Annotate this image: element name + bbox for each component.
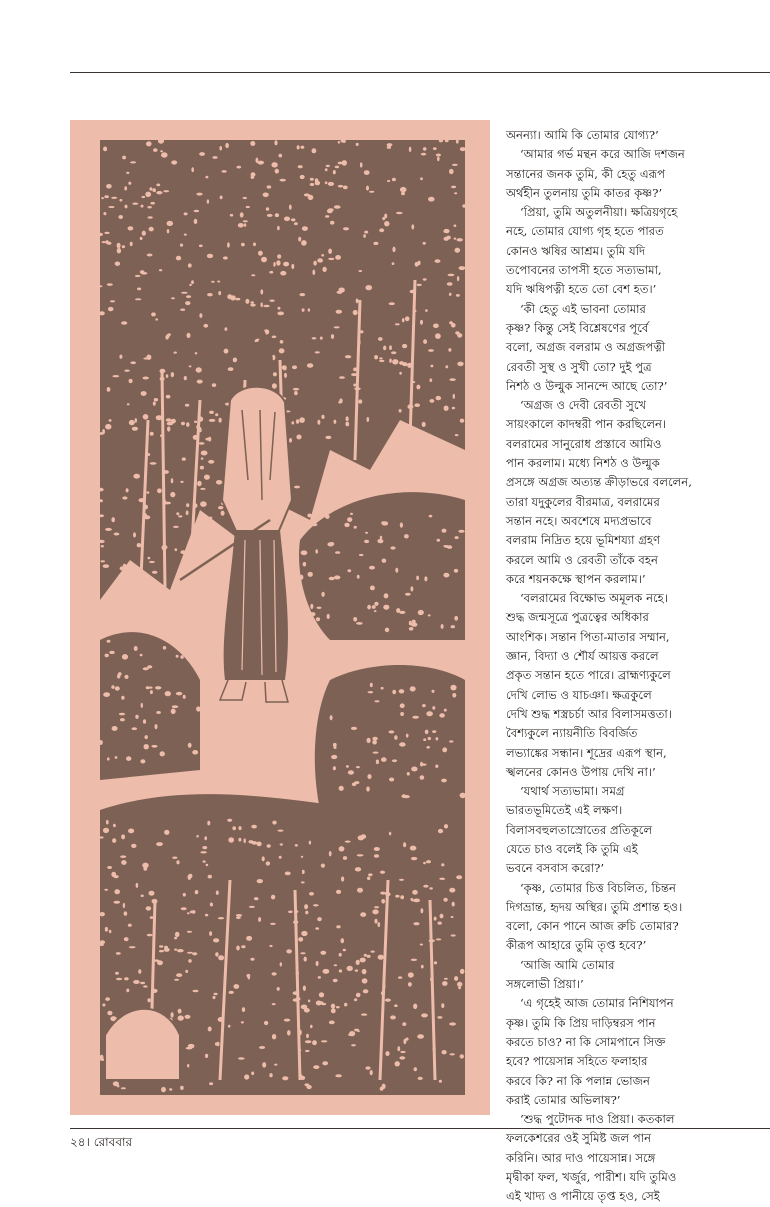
text-line: হবে? পায়েসান্ন সহিতে ফলাহার [506, 1054, 648, 1069]
text-line: সঙ্গলোভী প্রিয়া।’ [506, 977, 584, 992]
bottom-rule [70, 1128, 770, 1129]
text-line: করলে আমি ও রেবতী তাঁকে বহন [506, 552, 658, 567]
text-line: সায়ংকালে কাদম্বরী পান করছিলেন। [506, 417, 667, 432]
text-line: বলো, অগ্রজ বলরাম ও অগ্রজপত্নী [506, 340, 666, 355]
text-line: ‘বলরামের বিক্ষোভ অমূলক নহে। [520, 591, 668, 606]
text-line: যেতে চাও বলেই কি তুমি এই [506, 841, 638, 856]
text-line: ‘কৃষ্ণ, তোমার চিত্ত বিচলিত, চিন্তন [520, 880, 676, 895]
woodcut-illustration [70, 120, 490, 1115]
text-line: সন্তান নহে। অবশেষে মদ্যপ্রভাবে [506, 513, 652, 528]
text-line: দিগভ্রান্ত, হৃদয় অস্থির। তুমি প্রশান্ত হও। [506, 899, 683, 914]
text-line: বলরামের সানুরোধ প্রস্তাবে আমিও [506, 436, 662, 451]
text-line: প্রকৃত সন্তান হতে পারে। ব্রাহ্মণ্যকুলে [506, 668, 671, 683]
text-line: দেখি শুদ্ধ শস্ত্রচর্চা আর বিলাসমত্ততা। [506, 706, 672, 721]
body-text-column [506, 126, 768, 1204]
text-line: বলো, কোন পানে আজ রুচি তোমার? [506, 919, 679, 934]
text-line: জ্ঞান, বিদ্যা ও শৌর্য আয়ত্ত করলে [506, 649, 659, 664]
text-line: কীরূপ আহারে তুমি তৃপ্ত হবে?’ [506, 938, 647, 953]
text-line: সন্তানের জনক তুমি, কী হেতু এরূপ [506, 166, 665, 181]
text-line: লভ্যাঙ্কের সন্ধান। শূদ্রের এরূপ স্থান, [506, 745, 667, 760]
text-line: নিশঠ ও উল্মুক সানন্দে আছে তো?’ [506, 378, 668, 393]
text-line: ‘এ গৃহেই আজ তোমার নিশিযাপন [520, 996, 674, 1011]
text-line: করতে চাও? না কি সোমপানে সিক্ত [506, 1034, 666, 1049]
text-line: ‘প্রিয়া, তুমি অতুলনীয়া। ক্ষত্রিয়গৃহে [520, 205, 678, 220]
text-line: কৃষ্ণ? কিন্তু সেই বিশ্লেষণের পূর্বে [506, 320, 649, 335]
text-line: প্রসঙ্গে অগ্রজ অত্যন্ত ক্রীড়াভরে বললেন, [506, 475, 692, 490]
text-line: দেখি লোভ ও যাচঞা। ক্ষত্রকুলে [506, 687, 652, 702]
page-footer: ২৪। রোববার [70, 1135, 133, 1149]
text-line: অনন্যা। আমি কি তোমার যোগ্য?’ [506, 128, 659, 142]
text-line: ‘অগ্রজ ও দেবী রেবতী সুখে [520, 398, 647, 413]
woodcut-artwork-svg [70, 120, 490, 1115]
text-line: রেবতী সুস্থ ও সুখী তো? দুই পুত্র [506, 359, 652, 374]
text-line: করাই তোমার অভিলাষ?’ [506, 1092, 621, 1107]
text-line: বিলাসবহুলতাস্রোতের প্রতিকূলে [506, 822, 653, 837]
text-line: এই খাদ্য ও পানীয়ে তৃপ্ত হও, সেই [506, 1189, 660, 1204]
text-line: আংশিক। সন্তান পিতা-মাতার সম্মান, [506, 629, 670, 644]
top-rule [70, 72, 770, 73]
text-line: করে শয়নকক্ষে স্থাপন করলাম।’ [506, 571, 646, 586]
text-line: করিনি। আর দাও পায়েসান্ন। সঙ্গে [506, 1150, 656, 1165]
text-line: মৃদ্বীকা ফল, খর্জুর, পারীশ। যদি তুমিও [506, 1170, 677, 1185]
text-line: স্খলনের কোনও উপায় দেখি না।’ [506, 764, 656, 779]
text-line: ফলকেশরের ওই সুমিষ্ট জল পান [506, 1131, 651, 1146]
text-line: ‘শুদ্ধ পুটোদক দাও প্রিয়া। কতকাল [520, 1112, 675, 1127]
text-line: ‘আজি আমি তোমার [520, 957, 615, 972]
text-line: শুদ্ধ জন্মসূত্রে পুত্রত্বের অধিকার [506, 610, 649, 625]
text-line: ‘যথার্থ সত্যভামা। সমগ্র [520, 784, 625, 799]
text-line: পান করলাম। মধ্যে নিশঠ ও উল্মুক [506, 456, 660, 471]
text-line: ‘আমার গর্ভ মন্থন করে আজি দশজন [520, 147, 685, 162]
text-line: করবে কি? না কি পলান্ন ভোজন [506, 1073, 650, 1088]
text-line: তপোবনের তাপসী হতে সত্যভামা, [506, 263, 662, 278]
text-line: কৃষ্ণ। তুমি কি প্রিয় দাড়িম্বরস পান [506, 1015, 656, 1030]
text-line: ভারতভূমিতেই এই লক্ষণ। [506, 803, 623, 818]
text-line: যদি ঋষিপত্নী হতে তো বেশ হত।’ [506, 282, 657, 297]
text-line: তারা যদুকুলের বীরমাত্র, বলরামের [506, 494, 660, 509]
text-line: বৈশ্যকুলে ন্যায়নীতি বিবর্জিত [506, 726, 638, 741]
text-line: অর্থহীন তুলনায় তুমি কাতর কৃষ্ণ?’ [506, 185, 663, 200]
text-line: ভবনে বসবাস করো?’ [506, 861, 605, 876]
text-line: ‘কী হেতু এই ভাবনা তোমার [520, 301, 646, 316]
text-line: বলরাম নিদ্রিত হয়ে ভূমিশয্যা গ্রহণ [506, 533, 660, 548]
text-line: নহে, তোমার যোগ্য গৃহ হতে পারত [506, 224, 664, 239]
text-line: কোনও ঋষির আশ্রম। তুমি যদি [506, 243, 646, 258]
